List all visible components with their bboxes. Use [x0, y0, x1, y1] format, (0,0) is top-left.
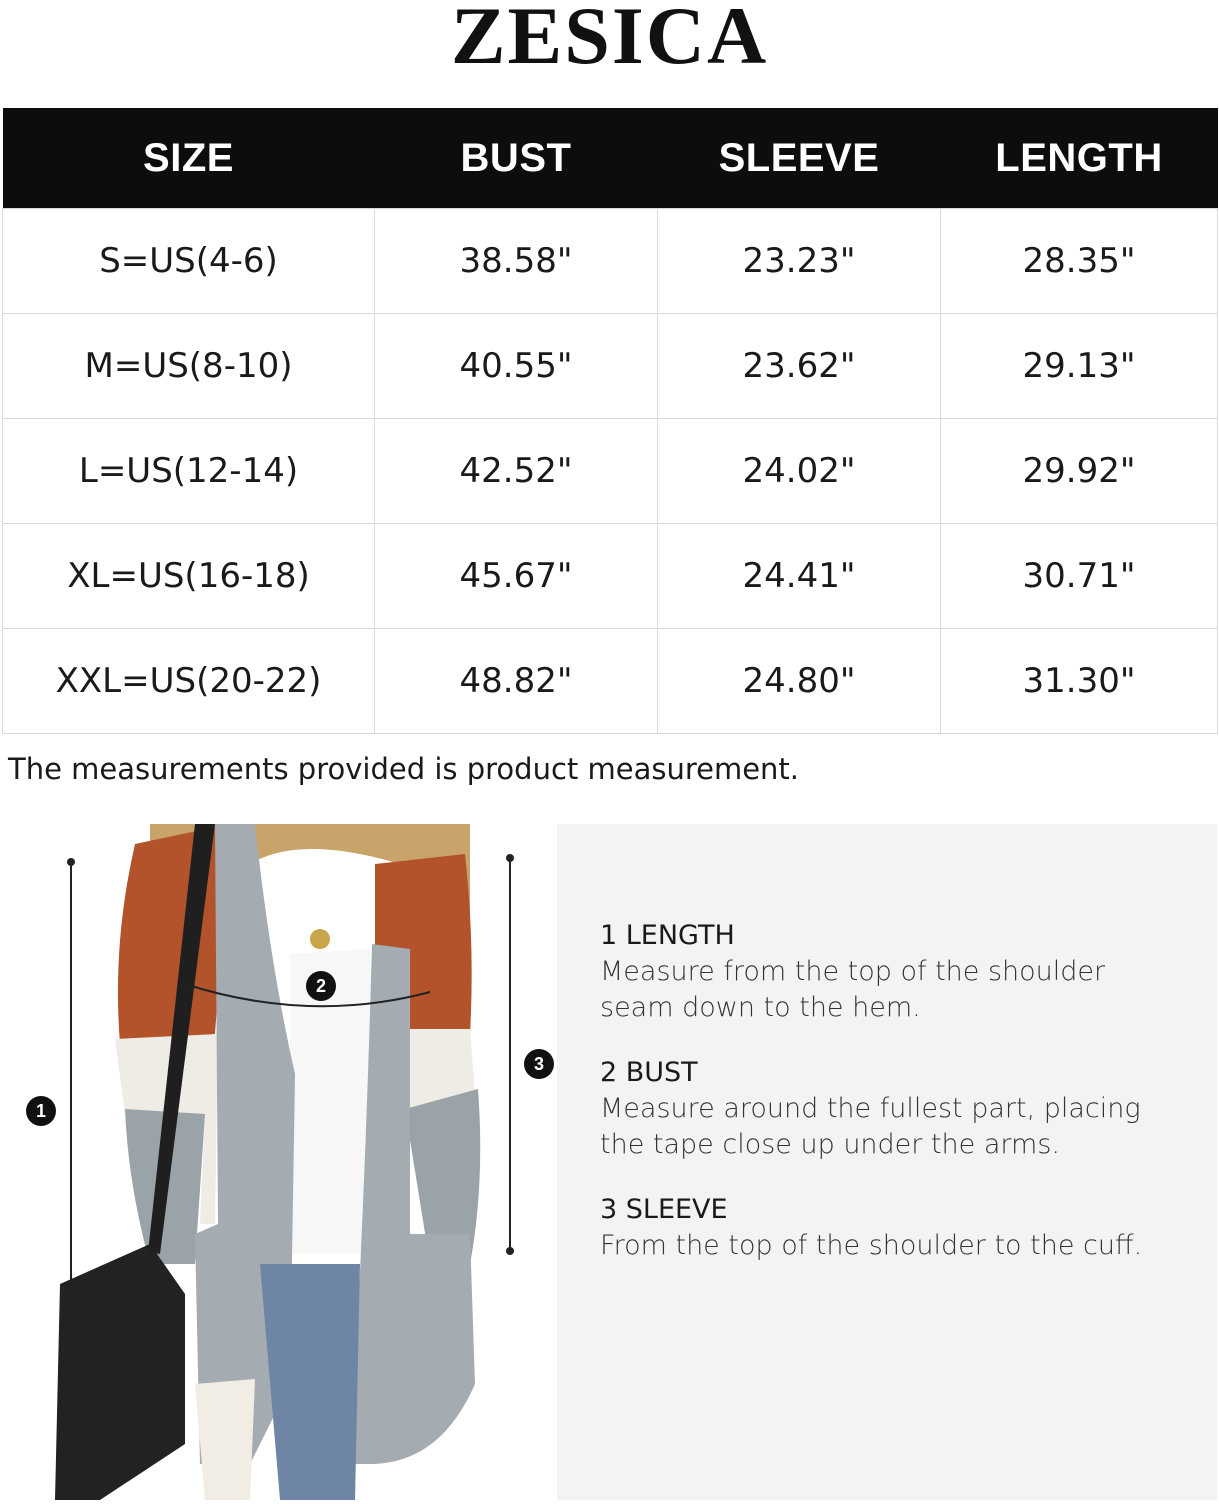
- cell-bust: 38.58": [375, 209, 658, 314]
- cell-size: M=US(8-10): [3, 314, 375, 419]
- cell-bust: 48.82": [375, 629, 658, 734]
- instruction-text: seam down to the hem.: [600, 992, 921, 1023]
- cell-bust: 40.55": [375, 314, 658, 419]
- cell-length: 31.30": [941, 629, 1218, 734]
- sleeve-dot-bottom: [506, 1247, 514, 1255]
- table-row: [3, 314, 1218, 419]
- instruction-text: Measure from the top of the shoulder: [600, 956, 1106, 987]
- brand-logo: ZESICA: [450, 0, 769, 81]
- instruction-text: the tape close up under the arms.: [600, 1129, 1060, 1160]
- pendant: [310, 929, 330, 949]
- cell-size: L=US(12-14): [3, 419, 375, 524]
- cell-length: 30.71": [941, 524, 1218, 629]
- table-row: [3, 419, 1218, 524]
- cardigan-illustration: [0, 824, 557, 1500]
- instruction-bust: [600, 1055, 1200, 1163]
- table-row: [3, 209, 1218, 314]
- header-bust: BUST: [375, 108, 658, 209]
- size-chart-table: [2, 108, 1218, 734]
- sleeve-dot-top: [506, 854, 514, 862]
- cell-bust: 45.67": [375, 524, 658, 629]
- cell-sleeve: 23.23": [658, 209, 941, 314]
- cell-length: 29.92": [941, 419, 1218, 524]
- table-header-row: [3, 108, 1218, 209]
- cell-size: S=US(4-6): [3, 209, 375, 314]
- cell-sleeve: 24.02": [658, 419, 941, 524]
- rust-panel-left: [118, 824, 230, 1044]
- instruction-text: Measure around the fullest part, placing: [600, 1093, 1141, 1124]
- measurement-note: The measurements provided is product measurement.: [8, 752, 800, 786]
- header-size: SIZE: [3, 108, 375, 209]
- cell-size: XXL=US(20-22): [3, 629, 375, 734]
- instruction-length: [600, 918, 1200, 1026]
- instruction-text: From the top of the shoulder to the cuff.: [600, 1230, 1143, 1261]
- header-length: LENGTH: [941, 108, 1218, 209]
- marker-bust: 2: [306, 971, 336, 1001]
- cell-size: XL=US(16-18): [3, 524, 375, 629]
- instruction-title: 2 BUST: [600, 1057, 698, 1088]
- length-dot: [67, 858, 75, 866]
- cell-length: 29.13": [941, 314, 1218, 419]
- table-row: [3, 524, 1218, 629]
- instruction-title: 3 SLEEVE: [600, 1194, 728, 1225]
- cell-bust: 42.52": [375, 419, 658, 524]
- instruction-title: 1 LENGTH: [600, 920, 735, 951]
- instruction-sleeve: [600, 1192, 1200, 1264]
- cell-length: 28.35": [941, 209, 1218, 314]
- table-row: [3, 629, 1218, 734]
- coffee-cup: [195, 1379, 255, 1500]
- marker-sleeve: 3: [524, 1049, 554, 1079]
- cell-sleeve: 24.41": [658, 524, 941, 629]
- cell-sleeve: 24.80": [658, 629, 941, 734]
- cell-sleeve: 23.62": [658, 314, 941, 419]
- model-figure: [0, 824, 557, 1500]
- marker-length: 1: [26, 1096, 56, 1126]
- header-sleeve: SLEEVE: [658, 108, 941, 209]
